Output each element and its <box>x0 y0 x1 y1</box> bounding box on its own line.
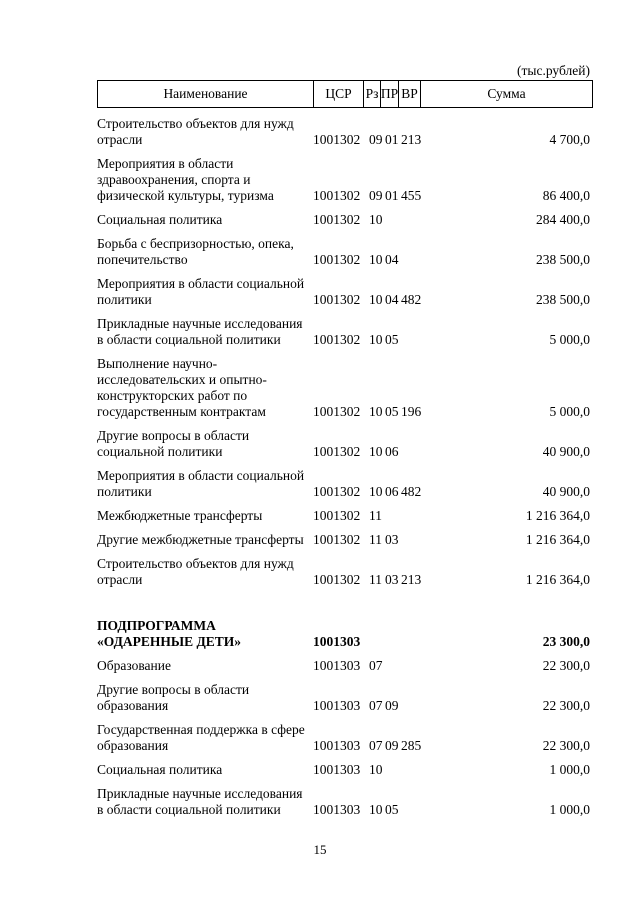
row-sum: 1 000,0 <box>549 802 590 817</box>
row-csr: 1001302 <box>313 292 361 307</box>
row-csr: 1001303 <box>313 658 361 673</box>
table-row <box>97 532 593 548</box>
row-name: ПОДПРОГРАММА «ОДАРЕННЫЕ ДЕТИ» <box>97 618 242 649</box>
row-csr: 1001302 <box>313 132 361 147</box>
row-pr: 01 <box>385 188 399 203</box>
row-sum: 1 000,0 <box>549 762 590 777</box>
row-rz: 07 <box>369 658 383 673</box>
row-name: Строительство объектов для нужд отрасли <box>97 116 294 147</box>
table-row <box>97 428 593 460</box>
row-csr: 1001302 <box>313 212 361 227</box>
row-rz: 07 <box>369 738 383 753</box>
row-name: Другие межбюджетные трансферты <box>97 532 304 547</box>
row-sum: 1 216 364,0 <box>525 508 590 523</box>
table-row <box>97 212 593 228</box>
table-row <box>97 722 593 754</box>
row-sum: 40 900,0 <box>542 444 590 459</box>
row-name: Социальная политика <box>97 212 223 227</box>
row-rz: 10 <box>369 484 383 499</box>
row-rz: 10 <box>369 802 383 817</box>
table-row <box>97 508 593 524</box>
header-sum: Сумма <box>487 86 526 101</box>
row-csr: 1001302 <box>313 572 361 587</box>
row-sum: 40 900,0 <box>542 484 590 499</box>
row-rz: 11 <box>369 532 382 547</box>
row-name: Государственная поддержка в сфере образования <box>97 722 305 753</box>
table-row <box>97 116 593 148</box>
row-sum: 1 216 364,0 <box>525 532 590 547</box>
row-name: Образование <box>97 658 171 673</box>
row-name: Строительство объектов для нужд отрасли <box>97 556 294 587</box>
row-name: Прикладные научные исследования в области социальной политики <box>97 316 303 347</box>
row-sum: 284 400,0 <box>536 212 590 227</box>
table-row <box>97 468 593 500</box>
row-csr: 1001303 <box>313 634 361 649</box>
table-row <box>97 556 593 588</box>
table-row <box>97 682 593 714</box>
row-rz: 10 <box>369 332 383 347</box>
row-csr: 1001302 <box>313 444 361 459</box>
row-pr: 03 <box>385 532 399 547</box>
row-sum: 5 000,0 <box>549 332 590 347</box>
row-sum: 238 500,0 <box>536 252 590 267</box>
row-vr: 285 <box>401 738 422 753</box>
row-rz: 09 <box>369 188 383 203</box>
row-vr: 213 <box>401 572 422 587</box>
row-rz: 10 <box>369 292 383 307</box>
row-sum: 22 300,0 <box>542 658 590 673</box>
row-rz: 11 <box>369 572 382 587</box>
row-name: Другие вопросы в области образования <box>97 682 250 713</box>
row-csr: 1001302 <box>313 404 361 419</box>
row-csr: 1001302 <box>313 252 361 267</box>
row-rz: 11 <box>369 508 382 523</box>
row-rz: 07 <box>369 698 383 713</box>
row-sum: 238 500,0 <box>536 292 590 307</box>
row-sum: 23 300,0 <box>542 634 590 649</box>
row-vr: 482 <box>401 484 422 499</box>
row-vr: 455 <box>401 188 422 203</box>
table-row <box>97 762 593 778</box>
row-name: Выполнение научно- исследовательских и опытно- конструкторских работ по государственным контрактам <box>97 356 267 419</box>
row-pr: 05 <box>385 332 399 347</box>
row-sum: 22 300,0 <box>542 738 590 753</box>
table-row <box>97 356 593 420</box>
row-name: Прикладные научные исследования в области социальной политики <box>97 786 303 817</box>
row-pr: 05 <box>385 404 399 419</box>
row-csr: 1001302 <box>313 532 361 547</box>
row-vr: 482 <box>401 292 422 307</box>
row-name: Другие вопросы в области социальной политики <box>97 428 250 459</box>
header-name: Наименование <box>98 81 314 107</box>
table-row <box>97 156 593 204</box>
row-rz: 10 <box>369 404 383 419</box>
row-pr: 04 <box>385 292 399 307</box>
row-sum: 22 300,0 <box>542 698 590 713</box>
table-row <box>97 786 593 818</box>
row-pr: 09 <box>385 738 399 753</box>
row-pr: 05 <box>385 802 399 817</box>
row-csr: 1001302 <box>313 484 361 499</box>
row-sum: 1 216 364,0 <box>525 572 590 587</box>
row-sum: 86 400,0 <box>542 188 590 203</box>
row-pr: 01 <box>385 132 399 147</box>
row-rz: 10 <box>369 252 383 267</box>
row-rz: 10 <box>369 762 383 777</box>
row-rz: 10 <box>369 212 383 227</box>
section-spacer <box>97 596 593 618</box>
row-sum: 5 000,0 <box>549 404 590 419</box>
row-vr: 196 <box>401 404 422 419</box>
row-pr: 06 <box>385 484 399 499</box>
row-csr: 1001302 <box>313 188 361 203</box>
row-rz: 10 <box>369 444 383 459</box>
header-pr: ПР <box>381 81 399 107</box>
row-csr: 1001302 <box>313 332 361 347</box>
row-pr: 06 <box>385 444 399 459</box>
row-pr: 09 <box>385 698 399 713</box>
row-name: Мероприятия в области социальной политики <box>97 276 305 307</box>
units-label: (тыс.рублей) <box>517 63 590 78</box>
row-csr: 1001303 <box>313 698 361 713</box>
row-sum: 4 700,0 <box>549 132 590 147</box>
header-csr: ЦСР <box>314 81 364 107</box>
row-name: Межбюджетные трансферты <box>97 508 263 523</box>
row-vr: 213 <box>401 132 422 147</box>
table-header <box>97 80 593 108</box>
row-name: Социальная политика <box>97 762 223 777</box>
table-row <box>97 618 593 650</box>
row-csr: 1001303 <box>313 802 361 817</box>
page-number: 15 <box>313 842 327 857</box>
header-rz: Рз <box>364 81 381 107</box>
table-row <box>97 316 593 348</box>
row-pr: 04 <box>385 252 399 267</box>
header-vr: ВР <box>399 81 421 107</box>
table-row <box>97 276 593 308</box>
row-csr: 1001303 <box>313 762 361 777</box>
row-csr: 1001302 <box>313 508 361 523</box>
table-row <box>97 658 593 674</box>
row-name: Мероприятия в области социальной политики <box>97 468 305 499</box>
row-pr: 03 <box>385 572 399 587</box>
row-csr: 1001303 <box>313 738 361 753</box>
row-rz: 09 <box>369 132 383 147</box>
table-body <box>97 116 593 826</box>
row-name: Мероприятия в области здравоохранения, спорта и физической культуры, туризма <box>97 156 274 203</box>
row-name: Борьба с беспризорностью, опека, попечительство <box>97 236 294 267</box>
table-row <box>97 236 593 268</box>
